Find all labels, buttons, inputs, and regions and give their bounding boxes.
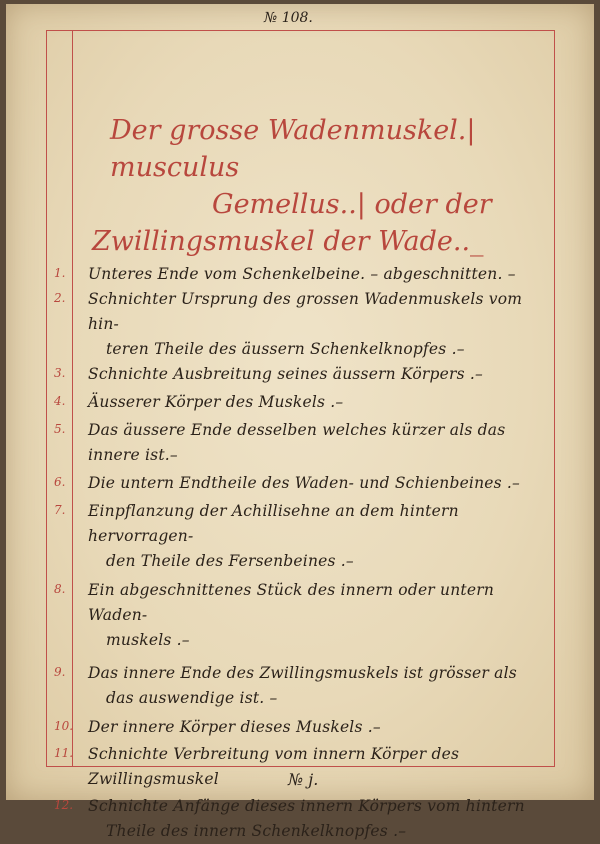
item-text [88, 418, 554, 468]
right-border-line [554, 30, 555, 767]
list-item [54, 578, 554, 653]
item-continuation-line: Theile des innern Schenkelknopfes .– [106, 822, 407, 840]
item-number: 5. [54, 422, 66, 436]
item-line: Einpflanzung der Achillisehne an dem hintern hervorragen- [88, 502, 459, 545]
item-text [88, 262, 516, 287]
list-item [54, 362, 554, 387]
item-line: Unteres Ende vom Schenkelbeine. – abgeschnitten. – [88, 265, 516, 283]
item-line: Schnichte Verbreitung vom innern Körper des Zwillingsmuskel [88, 745, 460, 788]
item-continuation-line: teren Theile des äussern Schenkelknopfes .– [106, 340, 465, 358]
item-text [88, 390, 343, 415]
item-number: 1. [54, 266, 66, 280]
item-continuation-line: muskels .– [106, 631, 190, 649]
title-line-2: Gemellus..| oder der [212, 189, 492, 220]
item-text [88, 287, 554, 362]
item-line: Schnichter Ursprung des grossen Wadenmuskels vom hin- [88, 290, 523, 333]
left-margin-line-outer [46, 30, 47, 767]
item-text [88, 362, 483, 387]
list-item [54, 390, 554, 415]
top-border-line [46, 30, 554, 31]
item-line: Die untern Endtheile des Waden- und Schienbeines .– [88, 474, 521, 492]
list-item [54, 287, 554, 362]
folio-number-bottom: № j. [288, 770, 319, 789]
item-line: Schnichte Anfänge dieses innern Körpers vom hintern [88, 797, 525, 815]
list-item [54, 661, 554, 711]
item-line: Schnichte Ausbreitung seines äussern Körpers .– [88, 365, 483, 383]
title-line-1: Der grosse Wadenmuskel.| musculus [110, 115, 476, 183]
item-number: 9. [54, 665, 66, 679]
item-text [88, 742, 554, 792]
item-continuation-line: den Theile des Fersenbeines .– [106, 552, 354, 570]
numbered-legend-list [54, 262, 554, 844]
item-number: 4. [54, 394, 66, 408]
item-number: 12. [54, 798, 74, 812]
item-number: 10. [54, 719, 74, 733]
item-text [88, 661, 517, 711]
item-line: Äusserer Körper des Muskels .– [88, 393, 344, 411]
list-item [54, 499, 554, 574]
item-line: Das innere Ende des Zwillingsmuskels ist grösser als [88, 664, 517, 682]
item-line: Ein abgeschnittenes Stück des innern oder untern Waden- [88, 581, 495, 624]
list-item [54, 471, 554, 496]
item-number: 6. [54, 475, 66, 489]
item-continuation-line: das auswendige ist. – [106, 689, 278, 707]
item-number: 3. [54, 366, 66, 380]
item-line: Das äussere Ende desselben welches kürzer als das innere ist.– [88, 421, 506, 464]
item-number: 8. [54, 582, 66, 596]
item-text [88, 578, 554, 653]
item-text [88, 715, 381, 740]
item-text [88, 794, 525, 844]
manuscript-page [6, 4, 594, 840]
page-title [92, 112, 552, 260]
item-number: 2. [54, 291, 66, 305]
item-number: 11. [54, 746, 74, 760]
item-number: 7. [54, 503, 66, 517]
item-line: Der innere Körper dieses Muskels .– [88, 718, 381, 736]
list-item [54, 418, 554, 468]
item-text [88, 499, 554, 574]
item-text [88, 471, 520, 496]
list-item [54, 262, 554, 287]
list-item [54, 794, 554, 844]
list-item [54, 715, 554, 740]
title-line-3: Zwillingsmuskel der Wade.._ [92, 226, 484, 257]
folio-number-top: № 108. [264, 10, 313, 26]
